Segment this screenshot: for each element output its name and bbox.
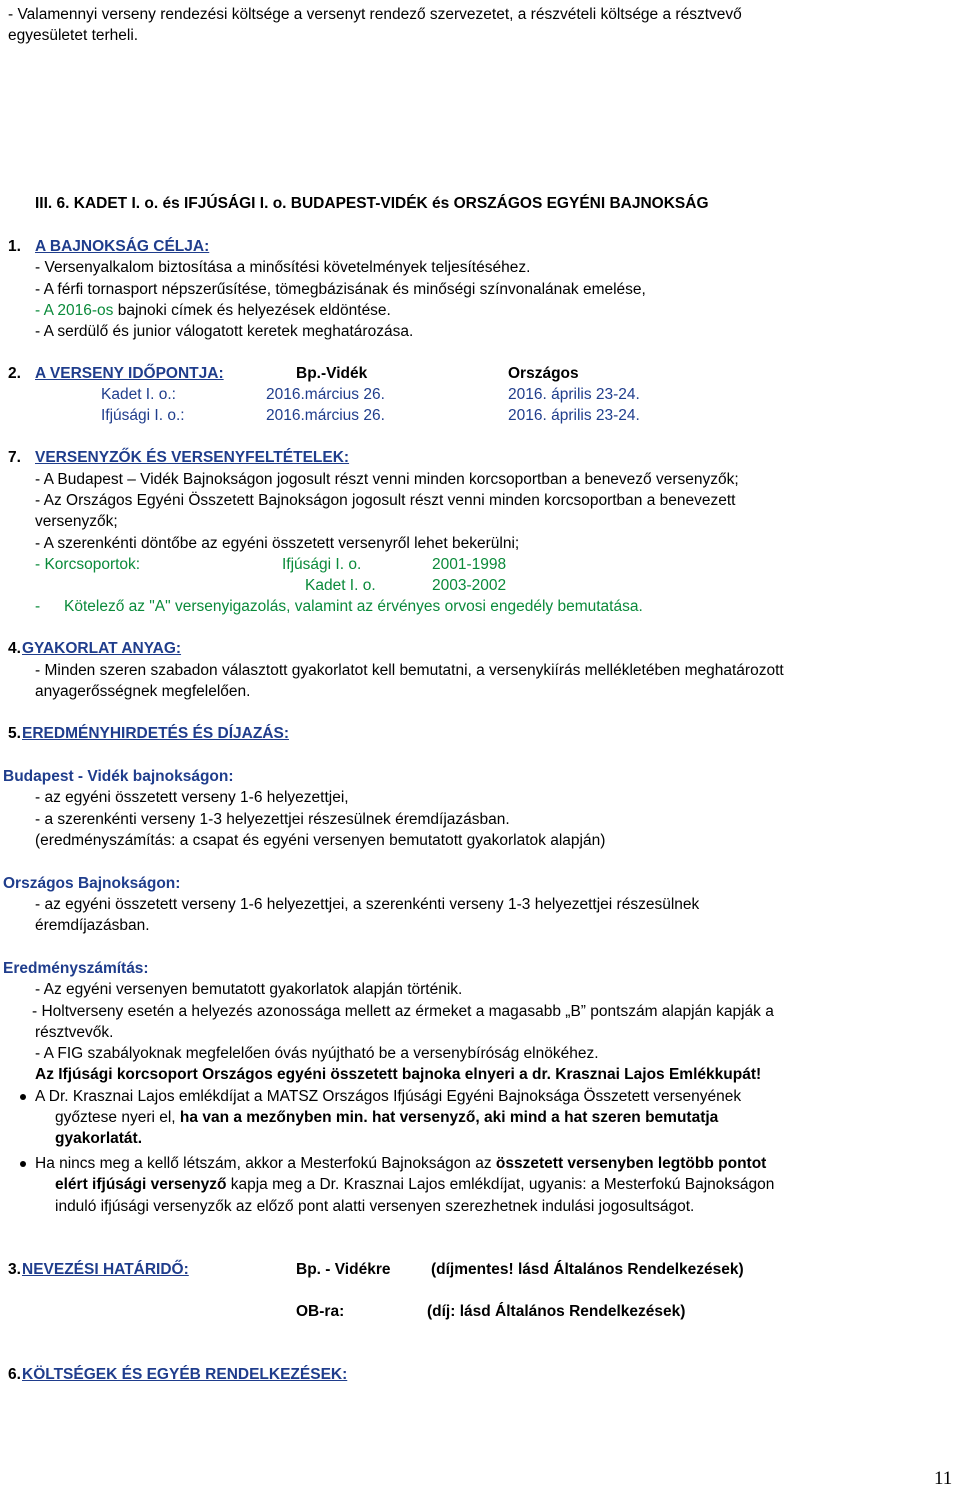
deadline-value: (díjmentes! lásd Általános Rendelkezések) [431,1261,744,1278]
bullet-text [55,1107,718,1128]
bullet-text-bold: ha van a mezőnyben min. hat versenyző, aki mind a hat szeren bemutatja [175,1109,719,1126]
list-item [35,300,391,321]
bullet-icon [20,1094,26,1100]
column-header: Bp.-Vidék [296,365,368,382]
bullet-text-bold: összetett versenyben legtöbb pontot [491,1155,767,1172]
year-text: - A 2016-os [35,302,114,319]
date-value: 2016.március 26. [266,386,385,403]
subsection-heading: Budapest - Vidék bajnokságon: [3,768,234,785]
section-number: 2. [8,365,21,382]
age-groups-label: - Korcsoportok: [35,556,141,573]
date-value: 2016.március 26. [266,407,385,424]
requirement-line: Kötelező az "A" versenyigazolás, valamint az érvényes orvosi engedély bemutatása. [64,598,643,615]
bullet-text [55,1174,774,1195]
text-line: - Minden szeren szabadon választott gyakorlatot kell bemutatni, a versenykiírás mellékletében meghatározott [35,662,784,679]
page-number: 11 [934,1468,953,1489]
section-title: III. 6. KADET I. o. és IFJÚSÁGI I. o. BUDAPEST-VIDÉK és ORSZÁGOS EGYÉNI BAJNOKSÁG [35,195,709,212]
text-line: - A Budapest – Vidék Bajnokságon jogosult részt venni minden korcsoportban a benevező versenyzők; [35,471,739,488]
subsection-heading: Eredményszámítás: [3,960,149,977]
section-heading: GYAKORLAT ANYAG: [22,640,182,657]
text-line: - az egyéni összetett verseny 1-6 helyezettjei, a szerenkénti verseny 1-3 helyezettjei részesülnek [35,896,700,913]
section-number: 4. [8,640,21,657]
section-number: 7. [8,449,21,466]
text-line: - az egyéni összetett verseny 1-6 helyezettjei, [35,789,349,806]
column-header: Országos [508,365,579,382]
bullet-text [35,1153,766,1174]
text-line: - Holtverseny esetén a helyezés azonossága mellett az érmeket a magasabb „B” pontszám alapján kapják a [32,1003,774,1020]
bullet-text: A Dr. Krasznai Lajos emlékdíjat a MATSZ Országos Ifjúsági Egyéni Bajnoksága Összetett versenyének [35,1088,742,1105]
bullet-text: gyakorlatát. [55,1130,143,1147]
bullet-text-bold: elért ifjúsági versenyző [55,1176,227,1193]
section-number: 6. [8,1366,21,1383]
category-label: Ifjúsági I. o.: [101,407,185,424]
list-item: - A serdülő és junior válogatott keretek meghatározása. [35,323,414,340]
text-line: - Az egyéni versenyen bemutatott gyakorlatok alapján történik. [35,981,463,998]
age-group-name: Ifjúsági I. o. [282,556,362,573]
text-line: résztvevők. [35,1024,114,1041]
section-heading: A VERSENY IDŐPONTJA: [35,365,224,382]
section-heading: EREDMÉNYHIRDETÉS ÉS DÍJAZÁS: [22,725,289,742]
text-line: (eredményszámítás: a csapat és egyéni versenyen bemutatott gyakorlatok alapján) [35,832,606,849]
text-line: - Az Országos Egyéni Összetett Bajnokságon jogosult részt venni minden korcsoportban a benevezett [35,492,736,509]
age-group-years: 2003-2002 [432,577,507,594]
text-line: - A szerenkénti döntőbe az egyéni összetett versenyről lehet bekerülni; [35,535,520,552]
section-number: 1. [8,238,21,255]
text-line: éremdíjazásban. [35,917,150,934]
age-group-name: Kadet I. o. [305,577,376,594]
age-group-years: 2001-1998 [432,556,507,573]
list-item: - Versenyalkalom biztosítása a minősítési követelmények teljesítéséhez. [35,259,531,276]
date-value: 2016. április 23-24. [508,386,640,403]
section-number: 5. [8,725,21,742]
list-item-text: bajnoki címek és helyezések eldöntése. [117,302,391,319]
text-line: versenyzők; [35,513,118,530]
section-heading: KÖLTSÉGEK ÉS EGYÉB RENDELKEZÉSEK: [22,1366,348,1383]
requirement-dash: - [35,598,41,615]
deadline-label: OB-ra: [296,1303,345,1320]
bullet-icon [20,1161,26,1167]
section-heading: NEVEZÉSI HATÁRIDŐ: [22,1261,189,1278]
section-number: 3. [8,1261,21,1278]
text-line: - a szerenkénti verseny 1-3 helyezettjei részesülnek éremdíjazásban. [35,811,510,828]
deadline-label: Bp. - Vidékre [296,1261,391,1278]
bullet-text: induló ifjúsági versenyzők az előző pont alatti versenyen szerezhetnek indulási jogosultságot. [55,1198,695,1215]
bullet-text-plain: győztese nyeri el, [55,1109,176,1126]
bullet-text-plain: Ha nincs meg a kellő létszám, akkor a Mesterfokú Bajnokságon az [35,1155,492,1172]
section-heading: VERSENYZŐK ÉS VERSENYFELTÉTELEK: [35,449,350,466]
intro-line: - Valamennyi verseny rendezési költsége a versenyt rendező szervezetet, a részvételi költsége a résztvevő [8,6,742,23]
date-value: 2016. április 23-24. [508,407,640,424]
text-line: anyagerősségnek megfelelően. [35,683,251,700]
section-heading: A BAJNOKSÁG CÉLJA: [35,238,210,255]
deadline-value: (díj: lásd Általános Rendelkezések) [427,1303,686,1320]
list-item: - A férfi tornasport népszerűsítése, tömegbázisának és minőségi színvonalának emelése, [35,281,646,298]
bullet-text-plain: kapja meg a Dr. Krasznai Lajos emlékdíjat, ugyanis: a Mesterfokú Bajnokságon [226,1176,775,1193]
text-line: - A FIG szabályoknak megfelelően óvás nyújtható be a versenybíróság elnökéhez. [35,1045,599,1062]
subsection-heading: Országos Bajnokságon: [3,875,181,892]
category-label: Kadet I. o.: [101,386,176,403]
trophy-line: Az Ifjúsági korcsoport Országos egyéni összetett bajnoka elnyeri a dr. Krasznai Lajos Emlékkupát! [35,1066,762,1083]
intro-line: egyesületet terheli. [8,27,139,44]
